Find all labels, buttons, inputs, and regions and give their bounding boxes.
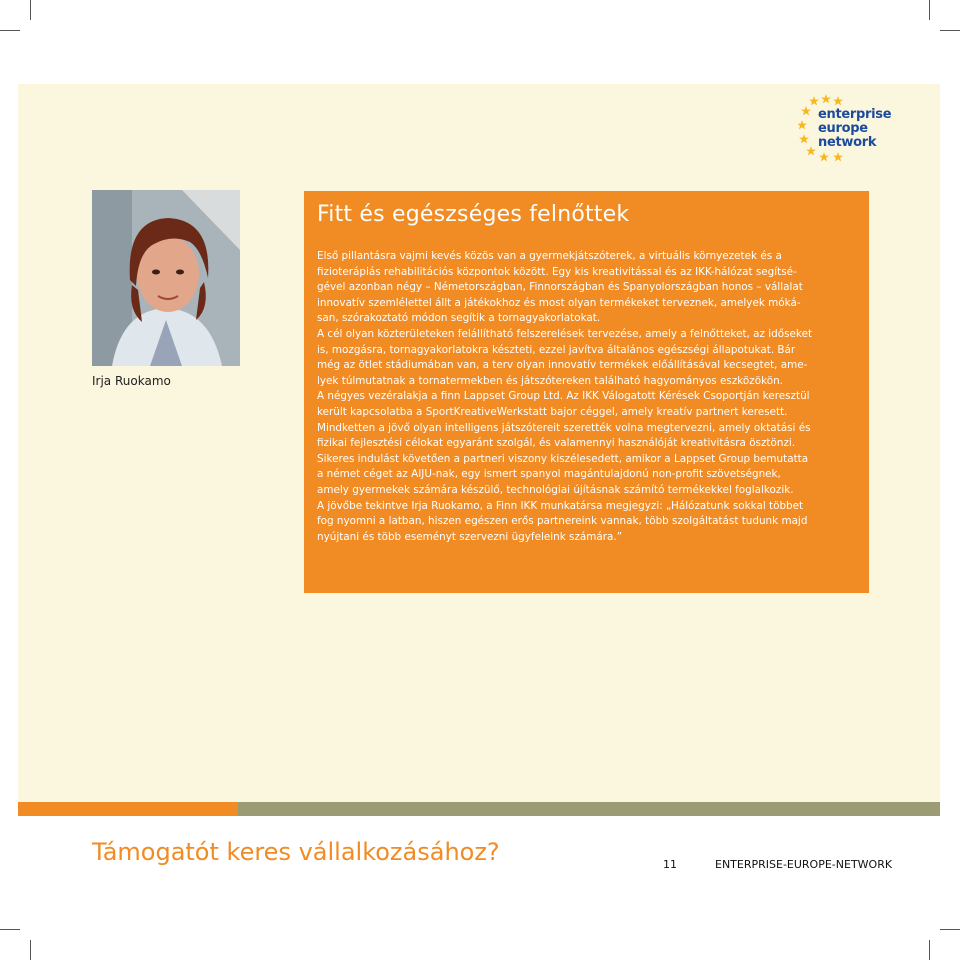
body-line: gével azonban négy – Németországban, Finnországban és Spanyolországban honos – vállalat	[317, 281, 803, 294]
footer-bar-orange	[18, 802, 238, 816]
crop-mark	[940, 929, 960, 930]
body-line: fog nyomni a latban, hiszen egészen erős partnereink vannak, több szolgáltatást tudunk majd	[317, 515, 808, 528]
body-line: is, mozgásra, tornagyakorlatokra készteti, ezzel javítva általános egészségi állapotukat. Bár	[317, 343, 796, 356]
body-line: Első pillantásra vajmi kevés közös van a gyermekjátszóterek, a virtuális környezetek és a	[317, 250, 782, 262]
page-number: 11	[663, 858, 677, 871]
body-line: nyújtani és több eseményt szervezni ügyfeleink számára.”	[317, 530, 623, 543]
article-title: Fitt és egészséges felnőttek	[317, 202, 630, 227]
body-line: A jövőbe tekintve Irja Ruokamo, a Finn IKK munkatársa megjegyzi: „Hálózatunk sokkal többet	[317, 499, 804, 512]
body-line: amely gyermekek számára készülő, technológiai újításnak számító termékekkel foglalkozik.	[317, 483, 794, 496]
crop-mark	[929, 940, 930, 960]
footer-brand: ENTERPRISE-EUROPE-NETWORK	[715, 858, 893, 871]
logo-line: enterprise	[818, 107, 892, 122]
crop-mark	[929, 0, 930, 20]
logo-line: europe	[818, 121, 868, 136]
body-line: Sikeres indulást követően a partneri viszony kiszélesedett, amikor a Lappset Group bemutatta	[317, 452, 809, 465]
crop-mark	[0, 30, 20, 31]
body-line: fizioterápiás rehabilitációs központok között. Egy kis kreativitással és az IKK-hálózat segítsé-	[317, 265, 797, 278]
logo-wordmark	[818, 108, 891, 150]
body-line: A négyes vezéralakja a finn Lappset Group Ltd. Az IKK Válogatott Kérések Csoportján keresztül	[317, 390, 810, 403]
footer-bar-olive	[238, 802, 940, 816]
article-box	[304, 191, 869, 593]
body-line: lyek túlmutatnak a tornatermekben és játszótereken található hagyományos eszközökön.	[317, 374, 783, 387]
body-line: még az ötlet stádiumában van, a terv olyan innovatív termékek előállításával kecsegtet, ame-	[317, 359, 808, 372]
body-line: A cél olyan közterületeken felállítható felszerelések tervezése, amely a felnőtteket, az időseket	[317, 327, 813, 340]
body-line: Mindketten a jövő olyan intelligens játszótereit szerették volna megtervezni, amely oktatási és	[317, 421, 811, 434]
article-body	[317, 249, 833, 545]
body-line: került kapcsolatba a SportKreativeWerkstatt bajor céggel, amely kreatív partnert keresett.	[317, 405, 788, 418]
body-line: fizikai fejlesztési célokat egyaránt szolgál, és valamennyi használóját kreativitásra ösztönzi.	[317, 437, 796, 450]
footer-title: Támogatót keres vállalkozásához?	[92, 838, 500, 866]
crop-mark	[940, 30, 960, 31]
body-line: san, szórakoztató módon segítik a tornagyakorlatokat.	[317, 312, 601, 325]
logo-line: network	[818, 135, 877, 150]
body-line: innovatív szemlélettel állt a játékokhoz és most olyan termékeket terveznek, amelyek móká-	[317, 296, 801, 309]
body-line: a német céget az AIJU-nak, egy ismert spanyol magántulajdonú non-profit szövetségnek,	[317, 468, 781, 481]
crop-mark	[30, 0, 31, 20]
photo-caption: Irja Ruokamo	[92, 374, 171, 388]
crop-mark	[30, 940, 31, 960]
crop-mark	[0, 929, 20, 930]
portrait-photo	[92, 190, 240, 366]
